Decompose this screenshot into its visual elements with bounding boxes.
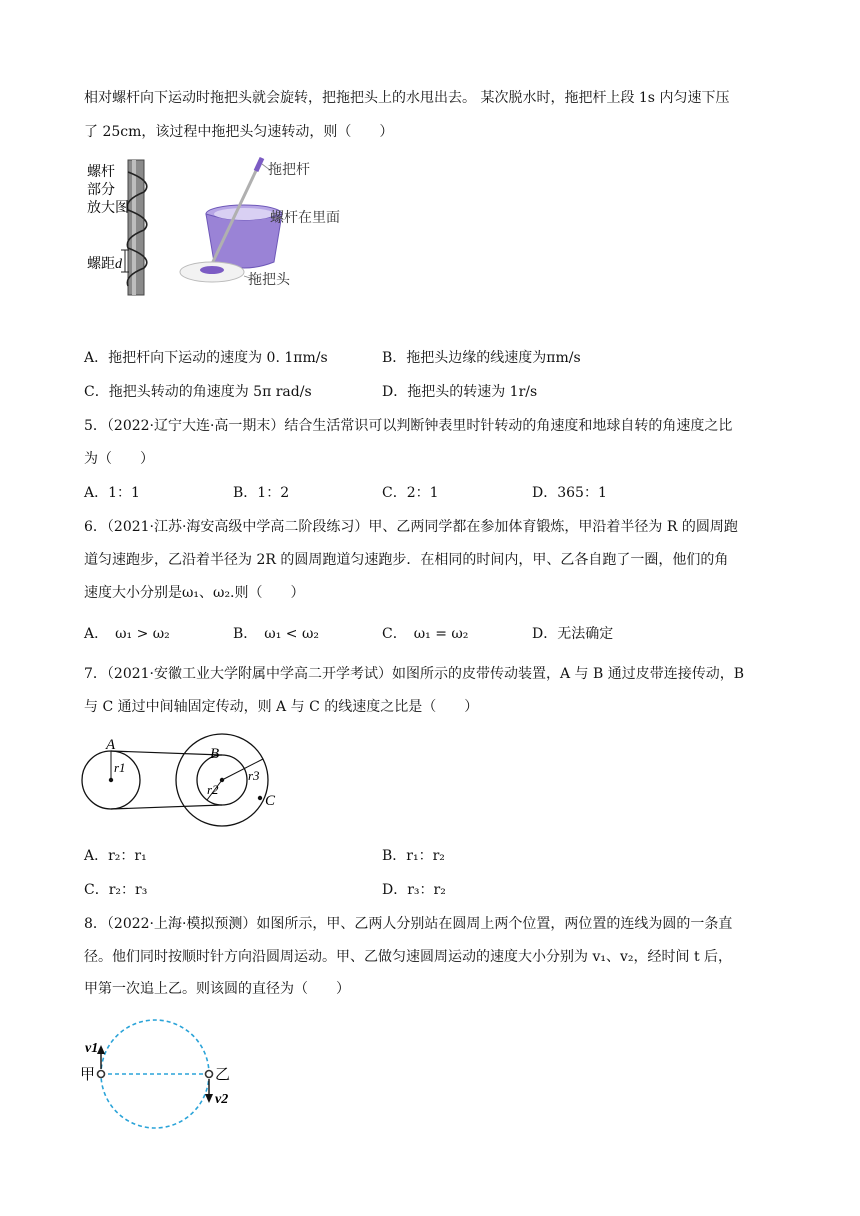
question-7-text-line-1: 7．（2021·安徽工业大学附属中学高二开学考试）如图所示的皮带传动装置，A 与 B 通过皮带连接传动，B: [84, 666, 745, 682]
question-6-text-line-2: 道匀速跑步，乙沿着半径为 2R 的圆周跑道匀速跑步．在相同的时间内，甲、乙各自跑了一圈，他们的角: [84, 552, 729, 568]
question-4-text-line-1: 相对螺杆向下运动时拖把头就会旋转，把拖把头上的水甩出去。 某次脱水时，拖把杆上段 1s 内匀速下压: [84, 90, 730, 106]
pitch-label: 螺距: [87, 256, 115, 272]
v2-arrow: [205, 1094, 213, 1103]
q4-option-c[interactable]: C．拖把头转动的角速度为 5π rad/s: [84, 384, 312, 400]
q5-option-c[interactable]: C．2：1: [382, 485, 439, 501]
screw-label-line-1: 螺杆: [87, 164, 115, 180]
q7-option-b[interactable]: B．r₁：r₂: [382, 848, 445, 864]
belt-top: [111, 751, 222, 755]
question-8-text-line-2: 径。他们同时按顺时针方向沿圆周运动。甲、乙做匀速圆周运动的速度大小分别为 v₁、v₂，经时间 t 后，: [84, 949, 733, 965]
q7-option-a[interactable]: A．r₂：r₁: [84, 848, 147, 864]
q7-option-c[interactable]: C．r₂：r₃: [84, 882, 148, 898]
question-5-text-line-2: 为（ ）: [84, 451, 154, 467]
q6-option-a[interactable]: A． ω₁ > ω₂: [84, 626, 170, 642]
person-yi: [206, 1071, 213, 1078]
q7-option-d[interactable]: D．r₃：r₂: [382, 882, 446, 898]
q5-option-a[interactable]: A．1：1: [84, 485, 140, 501]
mop-rod-label: 拖把杆: [268, 162, 310, 178]
question-4-text-line-2: 了 25cm，该过程中拖把头匀速转动，则（ ）: [84, 124, 394, 140]
label-yi: 乙: [215, 1065, 231, 1083]
question-5-text-line-1: 5．（2022·辽宁大连·高一期末）结合生活常识可以判断钟表里时针转动的角速度和地球自转的角速度之比: [84, 418, 733, 434]
label-r2: r2: [207, 782, 219, 797]
question-8-text-line-3: 甲第一次追上乙。则该圆的直径为（ ）: [84, 981, 350, 997]
question-7-text-line-2: 与 C 通过中间轴固定传动，则 A 与 C 的线速度之比是（ ）: [84, 699, 479, 715]
screw-label-line-3: 放大图: [87, 200, 129, 216]
question-8-text-line-1: 8．（2022·上海·模拟预测）如图所示，甲、乙两人分别站在圆周上两个位置，两位置的连线为圆的一条直: [84, 916, 733, 932]
question-6-text-line-3: 速度大小分别是ω₁、ω₂.则（ ）: [84, 585, 305, 601]
q4-option-a[interactable]: A．拖把杆向下运动的速度为 0. 1πm/s: [84, 350, 328, 366]
question-6-text-line-1: 6．（2021·江苏·海安高级中学高二阶段练习）甲、乙两同学都在参加体育锻炼，甲沿着半径为 R 的圆周跑: [84, 519, 738, 535]
label-v2: v2: [215, 1092, 229, 1107]
label-r3: r3: [248, 768, 260, 783]
label-jia: 甲: [80, 1065, 96, 1083]
chase-circle-figure: [78, 1012, 248, 1136]
q6-option-b[interactable]: B． ω₁ < ω₂: [233, 626, 319, 642]
pitch-symbol: d: [115, 257, 122, 272]
q5-option-d[interactable]: D．365：1: [532, 485, 607, 501]
screw-inside-label: 螺杆在里面: [270, 210, 340, 226]
q5-option-b[interactable]: B．1：2: [233, 485, 290, 501]
label-a: A: [106, 737, 116, 753]
belt-drive-figure: [76, 728, 306, 832]
mop-bucket-figure: [84, 152, 384, 302]
label-r1: r1: [114, 760, 126, 775]
q4-option-d[interactable]: D．拖把头的转速为 1r/s: [382, 384, 538, 400]
label-c: C: [265, 793, 276, 809]
label-b: B: [210, 746, 220, 762]
belt-bottom: [111, 805, 222, 809]
q4-option-b[interactable]: B．拖把头边缘的线速度为πm/s: [382, 350, 581, 366]
mop-head-label: 拖把头: [248, 272, 290, 288]
person-jia: [98, 1071, 105, 1078]
q6-option-d[interactable]: D．无法确定: [532, 626, 614, 642]
label-v1: v1: [85, 1041, 99, 1056]
q6-option-c[interactable]: C． ω₁ = ω₂: [382, 626, 469, 642]
screw-label-line-2: 部分: [87, 182, 115, 198]
